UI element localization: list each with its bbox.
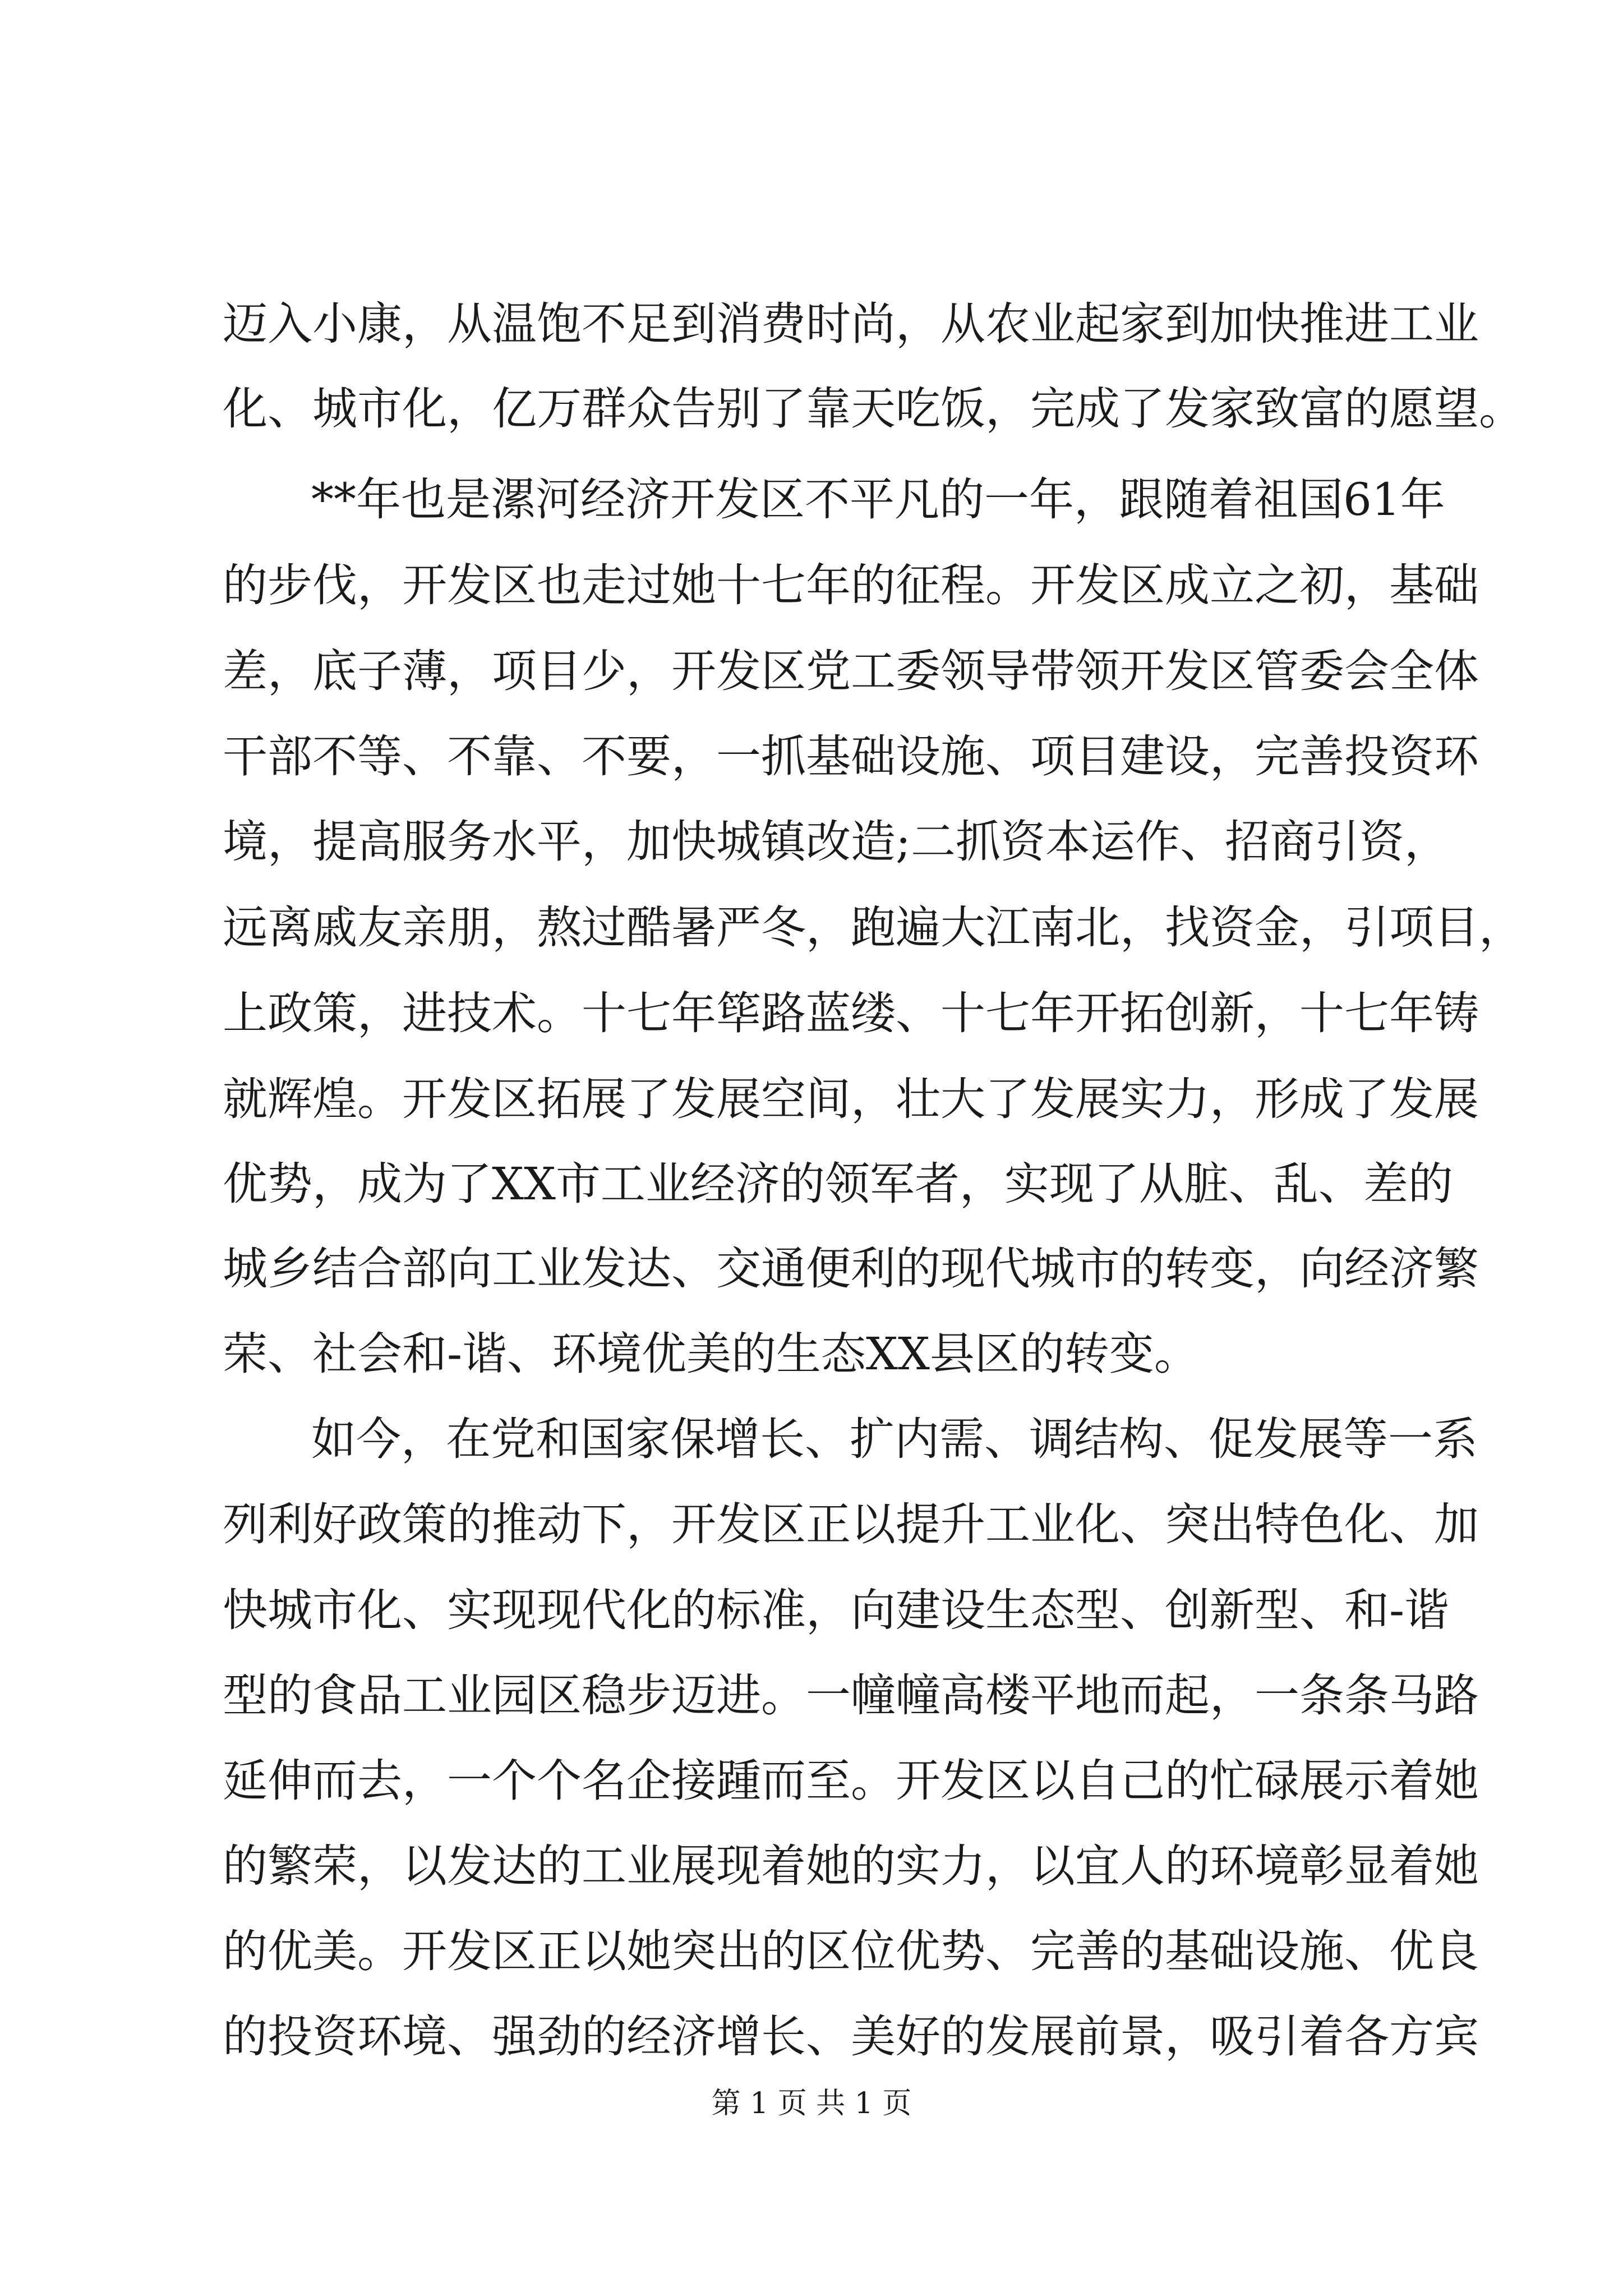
body-text-line: 型的食品工业园区稳步迈进。一幢幢高楼平地而起，一条条马路 xyxy=(223,1669,1479,1722)
body-text-line: 的投资环境、强劲的经济增长、美好的发展前景，吸引着各方宾 xyxy=(223,2010,1479,2063)
body-text-line: 远离戚友亲朋，熬过酷暑严冬，跑遍大江南北，找资金，引项目， xyxy=(223,901,1524,954)
body-text-line: 的步伐，开发区也走过她十七年的征程。开发区成立之初，基础 xyxy=(223,559,1479,611)
body-text-line: 列利好政策的推动下，开发区正以提升工业化、突出特色化、加 xyxy=(223,1498,1479,1550)
body-text-line: 境，提高服务水平，加快城镇改造;二抓资本运作、招商引资， xyxy=(223,816,1449,868)
body-text-line: **年也是漯河经济开发区不平凡的一年，跟随着祖国61年 xyxy=(311,473,1445,526)
body-text-line: 延伸而去，一个个名企接踵而至。开发区以自己的忙碌展示着她 xyxy=(223,1755,1479,1807)
body-text-line: 快城市化、实现现代化的标准，向建设生态型、创新型、和-谐 xyxy=(223,1584,1450,1636)
body-text-line: 城乡结合部向工业发达、交通便利的现代城市的转变，向经济繁 xyxy=(223,1243,1479,1295)
body-text-line: 干部不等、不靠、不要，一抓基础设施、项目建设，完善投资环 xyxy=(223,730,1479,783)
body-text-line: 差，底子薄，项目少，开发区党工委领导带领开发区管委会全体 xyxy=(223,645,1479,697)
body-text-line: 就辉煌。开发区拓展了发展空间，壮大了发展实力，形成了发展 xyxy=(223,1073,1479,1125)
body-text-line: 荣、社会和-谐、环境优美的生态XX县区的转变。 xyxy=(223,1328,1199,1380)
body-text-line: 化、城市化，亿万群众告别了靠天吃饭，完成了发家致富的愿望。 xyxy=(223,383,1524,435)
body-text-line: 上政策，进技术。十七年筚路蓝缕、十七年开拓创新，十七年铸 xyxy=(223,987,1479,1039)
body-text-line: 如今，在党和国家保增长、扩内需、调结构、促发展等一系 xyxy=(311,1413,1478,1465)
body-text-line: 的优美。开发区正以她突出的区位优势、完善的基础设施、优良 xyxy=(223,1925,1479,1977)
body-text-line: 优势，成为了XX市工业经济的领军者，实现了从脏、乱、差的 xyxy=(223,1158,1453,1210)
body-text-line: 的繁荣，以发达的工业展现着她的实力，以宜人的环境彰显着她 xyxy=(223,1840,1479,1892)
body-text-line: 迈入小康，从温饱不足到消费时尚，从农业起家到加快推进工业 xyxy=(223,298,1479,350)
page-footer: 第 1 页 共 1 页 xyxy=(711,2087,912,2120)
